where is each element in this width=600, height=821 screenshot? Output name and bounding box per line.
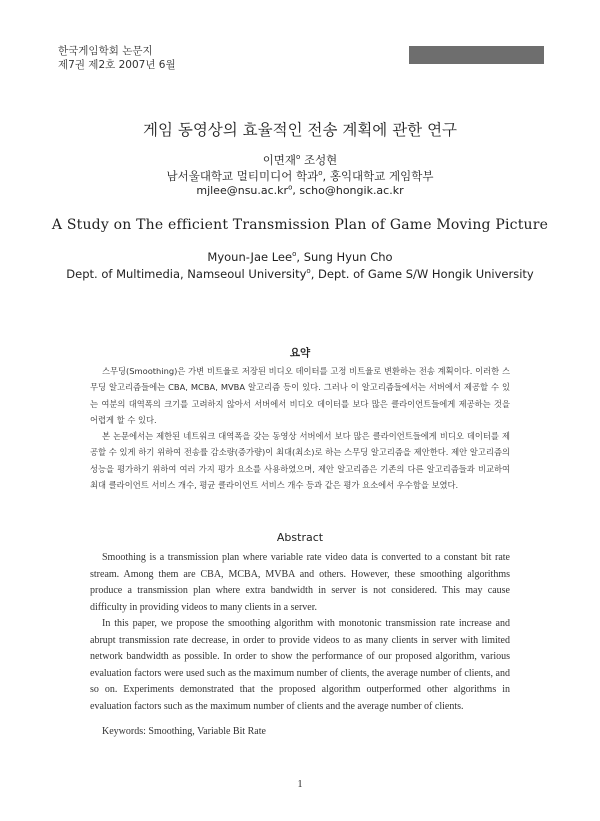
author-2-en: Sung Hyun Cho [303,250,393,264]
abstract-en-paragraph-1: Smoothing is a transmission plan where variable rate video data is converted to a constant bit rate stream. Among them are CBA, MCBA, MVBA and others. However, these smoothing algorithms produce a transmission plan where extra bandwidth in server is not considered. This may cause difficulty in providing videos to many clients in a server. [90,552,510,613]
affiliation-2-ko: 홍익대학교 게임학부 [329,169,434,183]
affiliation-1-en-mark: o [306,267,311,276]
affiliation-1-ko: 남서울대학교 멀티미디어 학과 [166,169,319,183]
author-1-ko: 이면재 [262,153,297,167]
abstract-en-paragraph-2: In this paper, we propose the smoothing algorithm with monotonic transmission rate increase and abrupt transmission rate decrease, in order to provide videos to as many clients in server with limited network bandwidth as possible. In order to show the performance of our proposed algorithm, various evaluation factors were used such as the maximum number of clients, the average number of clients, and so on. Experiments demonstrated that the proposed algorithm outperformed other algorithms in evaluation factors such as the maximum number of clients and the average number of clients. [90,618,510,712]
abstract-ko-paragraph-1: 스무딩(Smoothing)은 가변 비트율로 저장된 비디오 데이터를 고정 비트율로 변환하는 전송 계획이다. 이러한 스무딩 알고리즘들에는 CBA, MCBA, MVBA 알고리즘 등이 있다. 그러나 이 알고리즘들에서는 서버에서 제공할 수 있는 여분의 대역폭의 크기를 고려하지 않아서 서버에서 비디오 데이터를 보다 많은 클라이언트들에게 제공하는 것을 어렵게 할 수 있다. [90,366,510,425]
email-2[interactable]: scho@hongik.ac.kr [299,184,404,197]
journal-header [58,44,176,72]
abstract-ko-paragraph-2: 본 논문에서는 제한된 네트워크 대역폭을 갖는 동영상 서버에서 보다 많은 클라이언트들에게 비디오 데이터를 제공할 수 있게 하기 위하여 전송률 감소량(증가량)이 최대(최소)로 하는 스무딩 알고리즘을 제안한다. 제안 알고리즘의 성능을 평가하기 위하여 여러 가지 평가 요소를 사용하였으며, 제안 알고리즘은 기존의 다른 알고리즘들과 비교하여 최대 클라이언트 서비스 개수, 평균 클라이언트 서비스 개수 등과 같은 평가 요소에서 우수함을 보였다. [90,431,510,490]
author-emails: $mjlee@nsu.ac.kr^o$, scho@hongik.ac.kr [196,183,404,197]
korean-authors [0,152,600,168]
affiliation-1-en: Dept. of Multimedia, Namseoul University [66,267,307,281]
author-1-en: Myoun-Jae Lee [207,250,293,264]
abstract-ko-heading: 요약 [289,347,311,359]
author-1-ko-mark: o [296,153,301,162]
affiliation-2-en: Dept. of Game S/W Hongik University [318,267,534,281]
email-1[interactable]: mjlee@nsu.ac.kr [196,184,289,197]
korean-title: 게임 동영상의 효율적인 전송 계획에 관한 연구 [142,121,458,139]
journal-issue: 제7권 제2호 2007년 6월 [58,59,176,71]
english-authors: Myoun-Jae Lee$^o$, Sung Hyun Cho [207,250,393,264]
email-1-mark: o [288,183,293,192]
page-number: 1 [297,779,303,790]
abstract-en-heading: Abstract [276,531,324,544]
english-title: A Study on The efficient Transmission Plan of Game Moving Picture [51,217,549,233]
journal-name: 한국게임학회 논문지 [58,45,153,57]
author-2-ko: 조성현 [303,153,338,167]
header-bar [409,46,544,64]
author-1-en-mark: o [292,250,297,259]
korean-affiliations: 남서울대학교 멀티미디어 학과$^o$, 홍익대학교 게임학부 [166,169,434,183]
affiliation-1-ko-mark: o [318,169,323,178]
english-affiliations: Dept. of Multimedia, Namseoul University$^o$, Dept. of Game S/W Hongik University [66,267,534,281]
keywords: Keywords: Smoothing, Variable Bit Rate [102,726,266,737]
